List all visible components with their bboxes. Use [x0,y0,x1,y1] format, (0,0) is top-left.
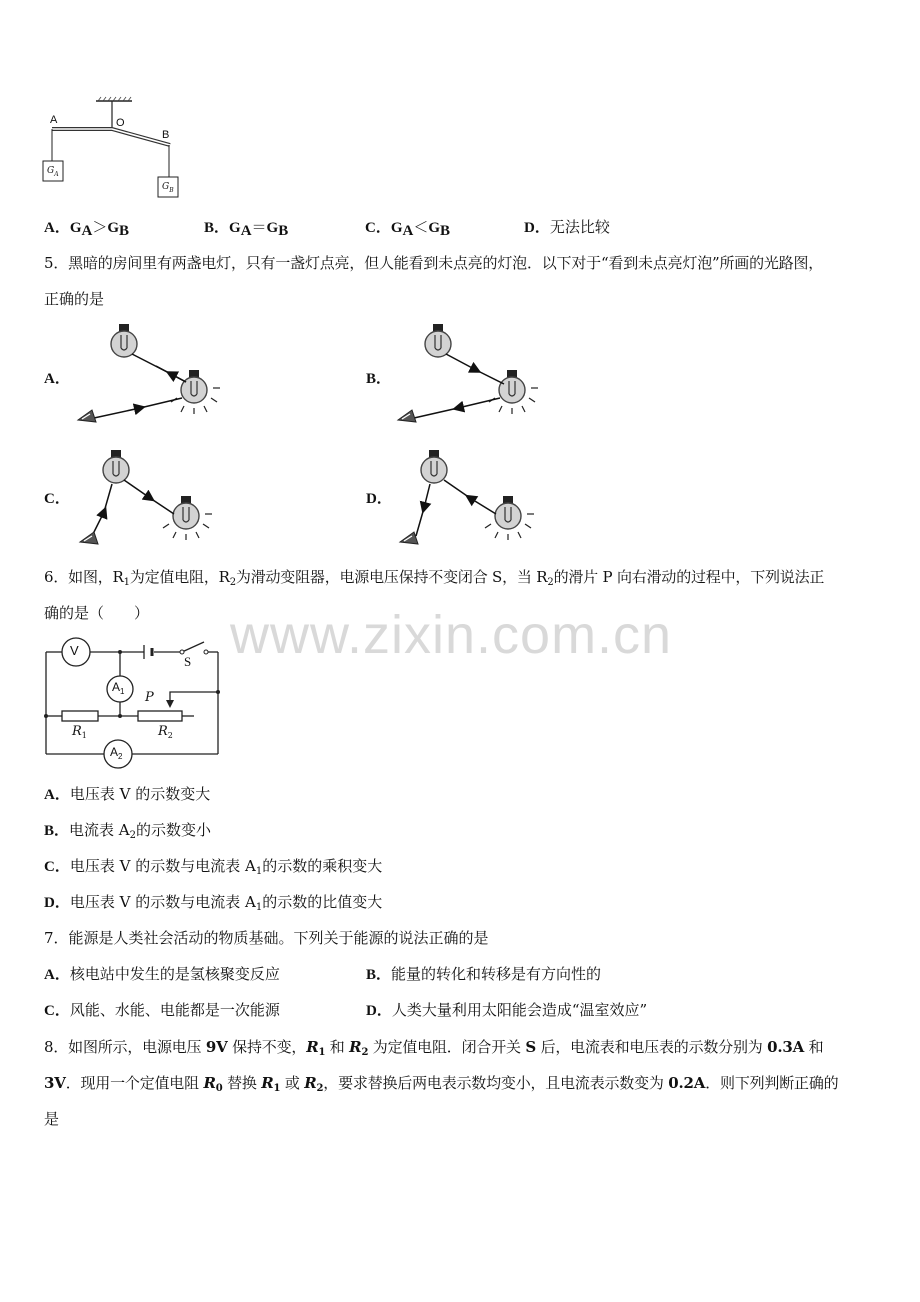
q5-option-c-diagram[interactable] [70,442,230,552]
q4-option-a[interactable]: A．$G_A>G_B$ [44,218,130,239]
q5-option-d-diagram[interactable] [390,442,550,552]
lever-label-b: B [162,129,170,141]
weight-a-label: $G_A$ [47,166,59,178]
q5-stem-line1: 5．黑暗的房间里有两盏电灯，只有一盏灯点亮，但人能看到未点亮的灯泡．以下对于“看到未点亮灯泡”所画的光路图， [44,254,824,272]
q5-option-a-label[interactable]: A． [44,371,70,387]
lever-label-o: O [116,117,125,129]
q8-stem-line1: 8．如图所示，电源电压 9V 保持不变，$R_1$ 和 $R_2$ 为定值电阻．闭合开关 S 后，电流表和电压表的示数分别为 0.3A 和 [44,1038,824,1058]
voltmeter-label: V [70,643,79,658]
q7-option-b[interactable]: B．能量的转化和转移是有方向性的 [366,965,602,983]
q6-stem-line1: 6．如图，$R_1$为定值电阻，$R_2$为滑动变阻器，电源电压保持不变闭合 S，当 $R_2$的滑片 P 向右滑动的过程中，下列说法正 [44,568,825,588]
q5-option-a-diagram[interactable] [70,320,230,430]
watermark: www.zixin.com.cn [230,605,673,665]
q5-option-b-label[interactable]: B． [366,371,392,387]
r2-label: $R_2$ [158,724,173,740]
q6-option-d[interactable]: D．电压表 V 的示数与电流表 $A_1$的示数的比值变大 [44,893,383,913]
r1-label: $R_1$ [72,724,87,740]
lever-label-a: A [50,114,58,126]
q6-option-c[interactable]: C．电压表 V 的示数与电流表 $A_1$的示数的乘积变大 [44,857,383,877]
q5-option-b-diagram[interactable] [390,320,550,430]
q8-stem-line3: 是 [44,1110,60,1128]
q8-stem-line2: 3V．现用一个定值电阻 $R_0$ 替换 $R_1$ 或 $R_2$，要求替换后两电表示数均变小，且电流表示数变为 0.2A．则下列判断正确的 [44,1074,839,1094]
q4-option-c[interactable]: C．$G_A<G_B$ [365,218,451,239]
q7-option-d[interactable]: D．人类大量利用太阳能会造成“温室效应” [366,1001,648,1019]
q4-option-d[interactable]: D．无法比较 [524,218,610,236]
q6-stem-line2: 确的是（ ） [44,604,150,622]
q6-option-a[interactable]: A．电压表 V 的示数变大 [44,785,211,803]
q7-option-c[interactable]: C．风能、水能、电能都是一次能源 [44,1001,280,1019]
q5-option-d-label[interactable]: D． [366,491,392,507]
q7-option-a[interactable]: A．核电站中发生的是氢核聚变反应 [44,965,280,983]
q7-stem: 7．能源是人类社会活动的物质基础。下列关于能源的说法正确的是 [44,929,489,947]
q5-stem-line2: 正确的是 [44,290,105,308]
weight-b-label: $G_B$ [162,182,174,194]
slider-p-label: P [145,690,154,705]
q4-option-b[interactable]: B．$G_A=G_B$ [204,218,289,239]
lever-diagram [40,95,180,205]
switch-s-label: S [184,654,192,669]
q5-option-c-label[interactable]: C． [44,491,70,507]
q6-option-b[interactable]: B．电流表 $A_2$的示数变小 [44,821,212,841]
ammeter-a1-label: $A_1$ [112,680,125,696]
ammeter-a2-label: $A_2$ [110,745,123,761]
